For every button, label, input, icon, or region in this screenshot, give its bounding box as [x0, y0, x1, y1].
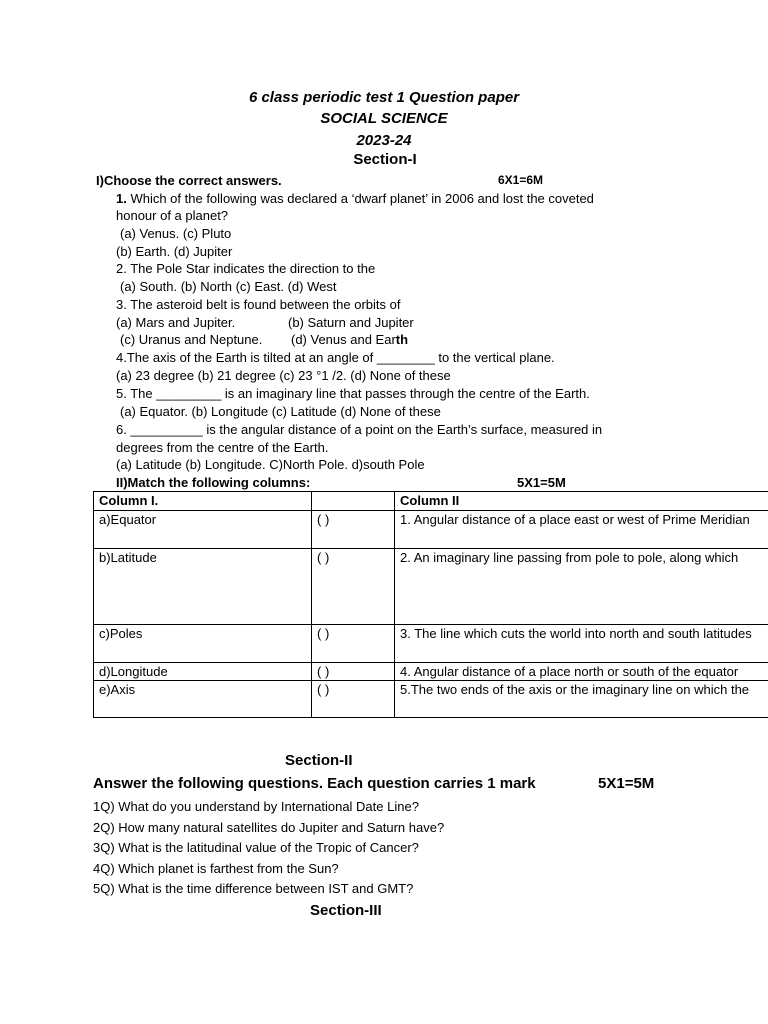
question-4: 4.The axis of the Earth is tilted at an angle of ________ to the vertical plane. [116, 350, 555, 365]
answer-blank: ( ) [312, 549, 395, 625]
part-1-heading: I)Choose the correct answers. [96, 173, 282, 188]
match-table [93, 491, 768, 718]
question-3-option-b: (b) Saturn and Jupiter [288, 315, 414, 330]
list-item: 5Q) What is the time difference between IST and GMT? [93, 881, 414, 896]
list-item: 2Q) How many natural satellites do Jupiter and Saturn have? [93, 820, 445, 835]
column-1-cell: e)Axis [94, 681, 312, 718]
question-1-options-1: (a) Venus. (c) Pluto [120, 226, 232, 241]
list-item: 1Q) What do you understand by International Date Line? [93, 799, 419, 814]
match-table-header-row [94, 492, 768, 511]
question-1 [116, 190, 594, 207]
column-1-cell: d)Longitude [94, 663, 312, 681]
question-6-options: (a) Latitude (b) Longitude. C)North Pole. d)south Pole [116, 457, 425, 472]
answer-blank: ( ) [312, 511, 395, 549]
question-2-options: (a) South. (b) North (c) East. (d) West [120, 279, 337, 294]
table-row [94, 549, 768, 625]
question-3-option-d [291, 331, 408, 348]
list-item: 3Q) What is the latitudinal value of the Tropic of Cancer? [93, 840, 419, 855]
question-1-options-2: (b) Earth. (d) Jupiter [116, 244, 233, 259]
section-3-title: Section-III [310, 902, 382, 919]
section-2-title: Section-II [285, 752, 353, 769]
question-3-option-d-text: (d) Venus and Ear [291, 332, 396, 347]
table-row [94, 663, 768, 681]
question-3: 3. The asteroid belt is found between the orbits of [116, 297, 401, 312]
part-2-marks: 5X1=5M [517, 475, 566, 490]
question-5: 5. The _________ is an imaginary line that passes through the centre of the Earth. [116, 386, 590, 401]
list-item: 4Q) Which planet is farthest from the Sun? [93, 861, 339, 876]
question-4-options: (a) 23 degree (b) 21 degree (c) 23 °1 /2. (d) None of these [116, 368, 451, 383]
column-2-cell: 4. Angular distance of a place north or south of the equator [395, 663, 768, 681]
question-1-text-cont: honour of a planet? [116, 208, 229, 223]
paper-title: 6 class periodic test 1 Question paper [248, 89, 520, 106]
answer-blank: ( ) [312, 681, 395, 718]
column-1-header: Column I. [94, 492, 312, 511]
section-2-heading: Answer the following questions. Each question carries 1 mark [93, 775, 536, 792]
answer-blank: ( ) [312, 663, 395, 681]
academic-year: 2023-24 [356, 132, 412, 149]
section-1-title: Section-I [353, 151, 417, 168]
column-1-cell: c)Poles [94, 625, 312, 663]
table-row [94, 511, 768, 549]
question-5-options: (a) Equator. (b) Longitude (c) Latitude (d) None of these [120, 404, 441, 419]
table-row [94, 681, 768, 718]
column-2-cell: 5.The two ends of the axis or the imaginary line on which the [395, 681, 768, 718]
part-2-heading: II)Match the following columns: [116, 475, 311, 490]
column-2-cell: 1. Angular distance of a place east or west of Prime Meridian [395, 511, 768, 549]
column-2-cell: 2. An imaginary line passing from pole to pole, along which [395, 549, 768, 625]
blank-header-cell [312, 492, 395, 511]
question-3-option-c: (c) Uranus and Neptune. [120, 332, 263, 347]
section-2-marks: 5X1=5M [598, 775, 655, 792]
question-3-option-d-suffix: th [395, 332, 409, 347]
question-1-number: 1. [116, 191, 127, 206]
part-1-marks: 6X1=6M [498, 173, 544, 187]
question-3-option-a: (a) Mars and Jupiter. [116, 315, 236, 330]
column-2-cell: 3. The line which cuts the world into north and south latitudes [395, 625, 768, 663]
question-1-text: Which of the following was declared a ‘dwarf planet’ in 2006 and lost the coveted [126, 191, 594, 206]
question-2: 2. The Pole Star indicates the direction to the [116, 261, 376, 276]
column-1-cell: b)Latitude [94, 549, 312, 625]
answer-blank: ( ) [312, 625, 395, 663]
column-1-cell: a)Equator [94, 511, 312, 549]
column-2-header: Column II [395, 492, 768, 511]
question-6-text-cont: degrees from the centre of the Earth. [116, 440, 329, 455]
table-row [94, 625, 768, 663]
question-6: 6. __________ is the angular distance of a point on the Earth’s surface, measured in [116, 422, 603, 437]
subject-title: SOCIAL SCIENCE [320, 110, 448, 127]
